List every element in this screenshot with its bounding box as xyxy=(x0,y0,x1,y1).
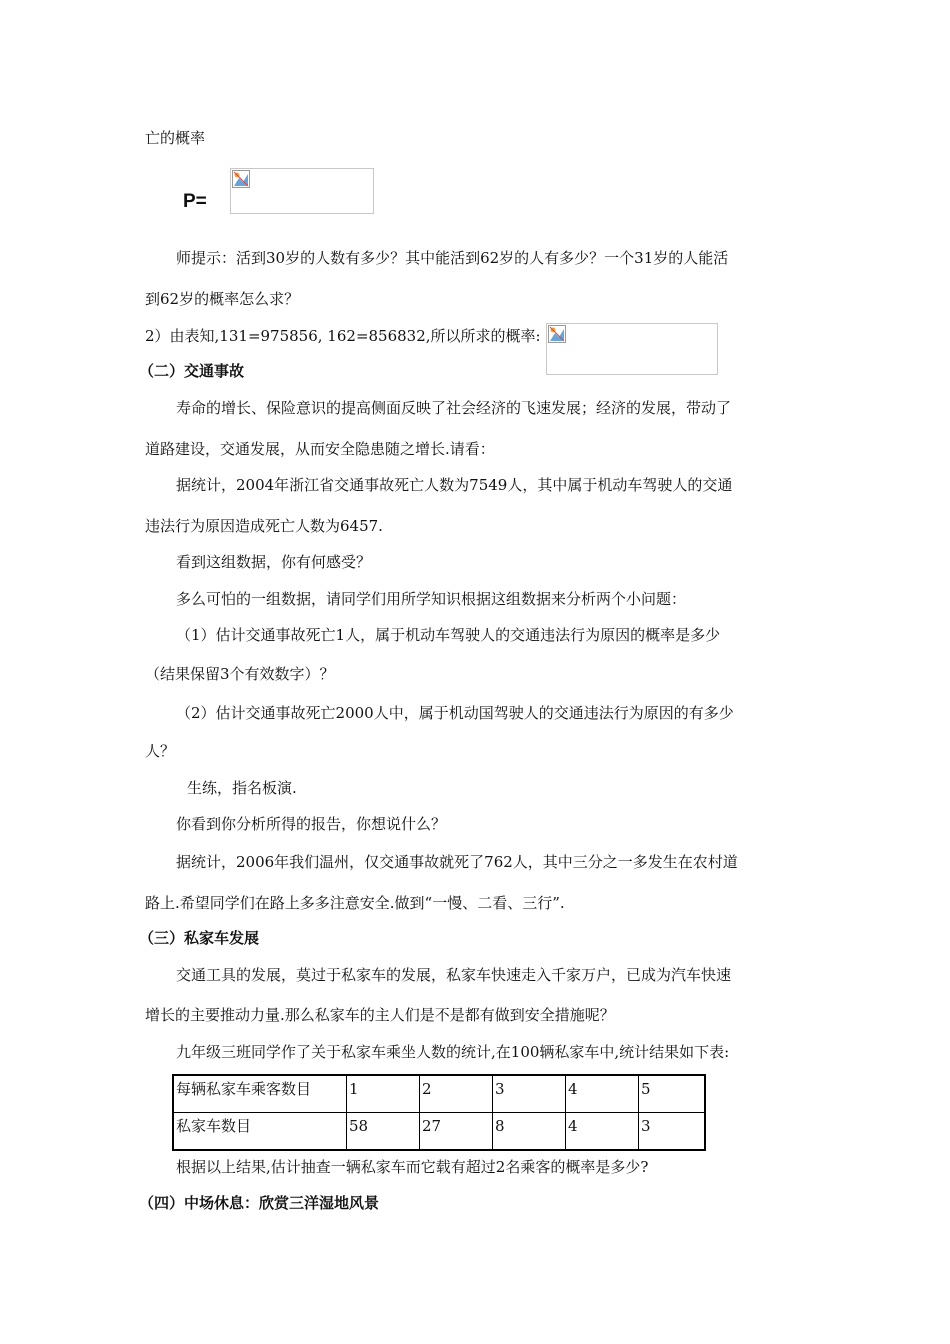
text-line: （结果保留3个有效数字）？ xyxy=(145,665,335,683)
table-cell: 3 xyxy=(493,1075,566,1113)
text-line: 生练，指名板演. xyxy=(187,779,297,797)
text-line: 道路建设，交通发展，从而安全隐患随之增长.请看： xyxy=(145,440,495,458)
table-cell: 4 xyxy=(566,1075,639,1113)
broken-image-icon xyxy=(232,170,250,188)
text-line: 交通工具的发展，莫过于私家车的发展，私家车快速走入千家万户，已成为汽车快速 xyxy=(176,966,732,984)
text-line: 多么可怕的一组数据，请同学们用所学知识根据这组数据来分析两个小问题： xyxy=(176,590,687,608)
table-row xyxy=(173,1075,705,1113)
section-heading: （二）交通事故 xyxy=(139,362,245,380)
table-cell: 2 xyxy=(420,1075,493,1113)
table-cell: 1 xyxy=(347,1075,420,1113)
table-cell: 每辆私家车乘客数目 xyxy=(173,1075,347,1113)
section-heading: （三）私家车发展 xyxy=(139,929,260,947)
text-line: （1）估计交通事故死亡1人，属于机动车驾驶人的交通违法行为原因的概率是多少 xyxy=(176,626,721,644)
text-line: 到62岁的概率怎么求？ xyxy=(145,290,300,308)
formula-image-placeholder xyxy=(546,323,718,375)
text-line: 路上.希望同学们在路上多多注意安全.做到“一慢、二看、三行”. xyxy=(145,894,565,912)
text-line: 人？ xyxy=(145,742,176,760)
table-cell: 27 xyxy=(420,1113,493,1151)
table-row xyxy=(173,1113,705,1151)
table-cell: 3 xyxy=(639,1113,706,1151)
table-cell: 4 xyxy=(566,1113,639,1151)
section-heading: （四）中场休息：欣赏三洋湿地风景 xyxy=(139,1194,380,1212)
table-cell: 58 xyxy=(347,1113,420,1151)
text-line: 看到这组数据，你有何感受？ xyxy=(176,553,372,571)
text-line: 师提示：活到30岁的人数有多少？其中能活到62岁的人有多少？一个31岁的人能活 xyxy=(176,249,729,267)
table-cell: 5 xyxy=(639,1075,706,1113)
text-line: 根据以上结果,估计抽查一辆私家车而它载有超过2名乘客的概率是多少? xyxy=(176,1158,649,1176)
text-line: 增长的主要推动力量.那么私家车的主人们是不是都有做到安全措施呢？ xyxy=(145,1006,615,1024)
text-line: 违法行为原因造成死亡人数为6457. xyxy=(145,517,383,535)
table-cell: 私家车数目 xyxy=(173,1113,347,1151)
probability-label: P= xyxy=(183,191,207,212)
broken-image-icon xyxy=(548,325,566,343)
text-line: （2）估计交通事故死亡2000人中，属于机动国驾驶人的交通违法行为原因的有多少 xyxy=(176,704,734,722)
text-line: 你看到你分析所得的报告，你想说什么？ xyxy=(176,815,447,833)
formula-image-placeholder xyxy=(230,168,374,214)
table-cell: 8 xyxy=(493,1113,566,1151)
statistics-table xyxy=(172,1074,706,1151)
text-line: 亡的概率 xyxy=(145,129,206,147)
text-line: 2）由表知,131=975856, 162=856832,所以所求的概率: xyxy=(145,327,541,345)
text-line: 九年级三班同学作了关于私家车乘坐人数的统计,在100辆私家车中,统计结果如下表: xyxy=(176,1043,730,1061)
text-line: 据统计，2004年浙江省交通事故死亡人数为7549人，其中属于机动车驾驶人的交通 xyxy=(176,476,733,494)
text-line: 寿命的增长、保险意识的提高侧面反映了社会经济的飞速发展；经济的发展，带动了 xyxy=(176,399,732,417)
text-line: 据统计，2006年我们温州，仅交通事故就死了762人，其中三分之一多发生在农村道 xyxy=(176,853,738,871)
